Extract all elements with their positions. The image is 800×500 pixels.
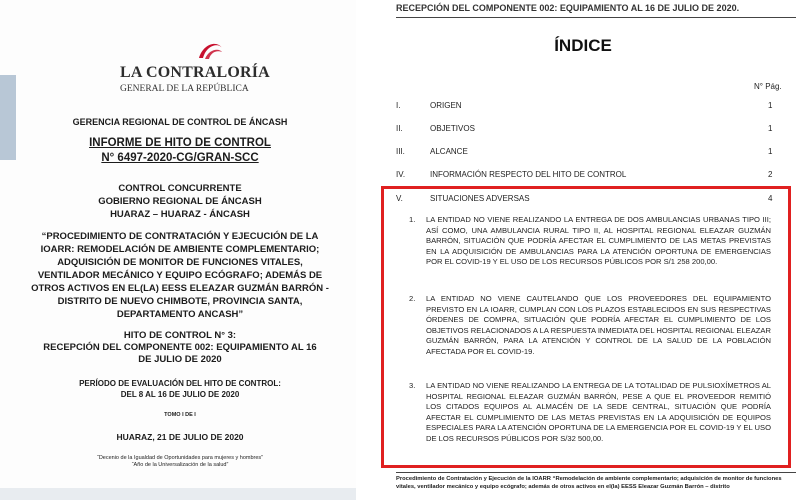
toc-number: I. [396, 101, 401, 110]
entity-location: HUARAZ – HUARAZ - ÁNCASH [110, 209, 250, 220]
toc-number: V. [396, 194, 403, 203]
index-page [366, 0, 800, 500]
control-info [10, 182, 350, 221]
evaluation-period [10, 378, 350, 400]
toc-label: ALCANCE [430, 147, 468, 156]
item-text: LA ENTIDAD NO VIENE REALIZANDO LA ENTREGA DE DOS AMBULANCIAS URBANAS TIPO III; ASÍ COMO, UNA AMBULANCIA RURAL TIPO II, AL HOSPITAL REGIONAL ELEAZAR GUZMÁN BARRÓN, SITUACIÓN QUE PODRÍA AFECTAR EL CUMPLIMIENTO DE LAS METAS PREVISTAS EN LA ADQUISICIÓN DE AMBULANCIAS PARA LA ATENCIÓN OPORTUNA DE EMERGENCIAS POR EL COVID-19 Y EL USO DE LOS RECURSOS PÚBLICOS POR S/1 258 200,00. [426, 215, 771, 267]
report-number: N° 6497-2020-CG/GRAN-SCC [101, 152, 259, 164]
report-title: INFORME DE HITO DE CONTROL [89, 137, 271, 149]
toc-label: ORIGEN [430, 101, 462, 110]
logo-swoosh-icon [195, 40, 225, 62]
adverse-situation-item [409, 381, 771, 445]
index-title: ÍNDICE [554, 36, 612, 55]
toc-number: III. [396, 147, 405, 156]
toc-number: IV. [396, 170, 406, 179]
decenio-motto: “Decenio de la Igualdad de Oportunidades para mujeres y hombres” [96, 455, 263, 461]
page-footer: Procedimiento de Contratación y Ejecución de la IOARR “Remodelación de ambiente complementario; adquisición de monitor de funciones vitales, ventilador mecánico y equipo ecógrafo; además de otros activos en el(la) EESS Eleazar Guzmán Barrón – distrito [396, 476, 782, 490]
item-number: 3. [409, 381, 416, 390]
page-number-column-label: N° Pág. [754, 82, 782, 91]
adverse-situation-item [409, 215, 771, 268]
toc-page: 1 [768, 147, 773, 156]
page-divider [356, 0, 366, 500]
volume-label: TOMO I DE I [164, 412, 196, 418]
milestone-block [40, 330, 320, 366]
adverse-situation-item [409, 294, 771, 358]
item-number: 1. [409, 215, 416, 224]
period-dates: DEL 8 AL 16 DE JULIO DE 2020 [120, 390, 240, 399]
item-text: LA ENTIDAD NO VIENE REALIZANDO LA ENTREGA DE LA TOTALIDAD DE PULSIOXÍMETROS AL HOSPITAL REGIONAL ELEAZAR GUZMÁN BARRÓN, PESE A QUE EL PROVEEDOR REMITIÓ LOS CITADOS EQUIPOS AL ALMACÉN DE LA SEDE CENTRAL, SITUACIÓN QUE PODRÍA AFECTAR EL CUMPLIMIENTO DE LAS METAS PREVISTAS EN LA ADQUISICIÓN DE EQUIPOS ESPECIALES PARA LA ATENCIÓN OPORTUNA DE LA EMERGENCIA POR EL COVID-19 Y EL USO DE LOS RECURSOS PÚBLICOS POR S/32 500,00. [426, 381, 771, 443]
toc-page: 4 [768, 194, 773, 203]
toc-label: OBJETIVOS [430, 124, 475, 133]
contraloria-logo [120, 40, 270, 120]
milestone-description: RECEPCIÓN DEL COMPONENTE 002: EQUIPAMIENTO AL 16 DE JULIO DE 2020 [43, 342, 317, 365]
entity-name: GOBIERNO REGIONAL DE ÁNCASH [98, 196, 262, 207]
toc-page: 1 [768, 124, 773, 133]
toc-number: II. [396, 124, 403, 133]
toc-label: SITUACIONES ADVERSAS [430, 194, 530, 203]
official-year-mottos [10, 455, 350, 469]
year-motto: “Año de la Universalización de la salud” [131, 462, 229, 468]
place-date: HUARAZ, 21 DE JULIO DE 2020 [116, 432, 244, 442]
header-rule [396, 17, 796, 18]
cover-bottom-band [0, 488, 356, 500]
control-type: CONTROL CONCURRENTE [118, 183, 242, 194]
logo-name: LA CONTRALORÍA [120, 64, 270, 81]
item-text: LA ENTIDAD NO VIENE CAUTELANDO QUE LOS PROVEEDORES DEL EQUIPAMIENTO PREVISTO EN LA IOARR, CUMPLAN CON LOS PLAZOS ESTABLECIDOS EN SUS RESPECTIVAS ÓRDENES DE COMPRA, SITUACIÓN QUE PODRÍA AFECTAR EL CUMPLIMIENTO DE LOS OBJETIVOS RELACIONADOS A LA RESPUESTA INMEDIATA DEL HOSPITAL REGIONAL ELEAZAR GUZMÁN BARRÓN, PARA LA ATENCIÓN Y CONTROL DE LA SALUD DE LA POBLACIÓN AFECTADA POR EL COVID-19. [426, 294, 771, 356]
milestone-title: HITO DE CONTROL N° 3: [123, 330, 237, 341]
procedure-description: “PROCEDIMIENTO DE CONTRATACIÓN Y EJECUCIÓN DE LA IOARR: REMODELACIÓN DE AMBIENTE COMPLEMENTARIO; ADQUISICIÓN DE MONITOR DE FUNCIONES VITALES, VENTILADOR MECÁNICO Y EQUIPO ECÓGRAFO; ADEMÁS DE OTROS ACTIVOS EN EL(LA) EESS ELEAZAR GUZMÁN BARRÓN - DISTRITO DE NUEVO CHIMBOTE, PROVINCIA SANTA, DEPARTAMENTO ANCASH” [31, 231, 329, 320]
footer-rule [396, 472, 796, 473]
logo-subtitle: GENERAL DE LA REPÚBLICA [120, 84, 249, 94]
toc-page: 2 [768, 170, 773, 179]
period-label: PERÍODO DE EVALUACIÓN DEL HITO DE CONTROL: [79, 379, 281, 388]
item-number: 2. [409, 294, 416, 303]
toc-page: 1 [768, 101, 773, 110]
regional-office: GERENCIA REGIONAL DE CONTROL DE ÁNCASH [72, 117, 288, 127]
toc-label: INFORMACIÓN RESPECTO DEL HITO DE CONTROL [430, 170, 627, 179]
report-cover-page [0, 0, 356, 500]
page-header-line: RECEPCIÓN DEL COMPONENTE 002: EQUIPAMIENTO AL 16 DE JULIO DE 2020. [396, 3, 740, 13]
